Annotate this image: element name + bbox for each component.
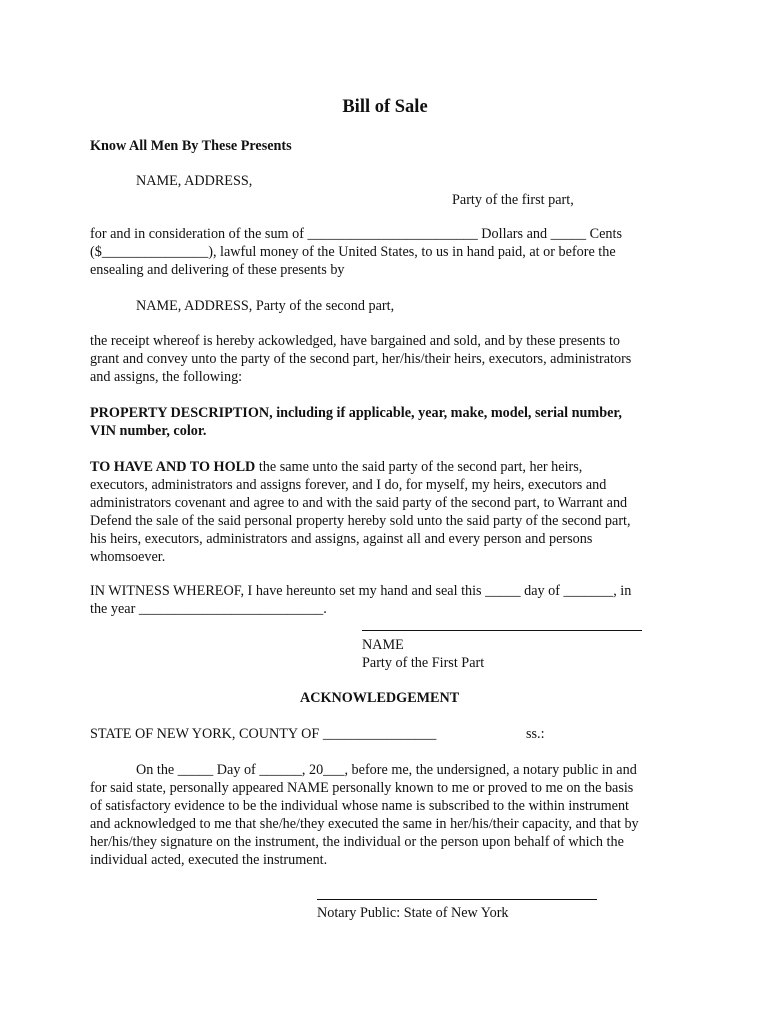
acknowledgement-line-5: her/his/they signature on the instrument, the individual or the person upon behalf of which the bbox=[90, 834, 624, 850]
consideration-line-2: ($_______________), lawful money of the United States, to us in hand paid, at or before the bbox=[90, 244, 616, 260]
consideration-line-3: ensealing and delivering of these presents by bbox=[90, 262, 345, 278]
habendum-line-1 bbox=[90, 458, 582, 476]
habendum-line-3: administrators covenant and agree to and with the said party of the second part, to Warrant and bbox=[90, 495, 628, 511]
acknowledgement-line-1: On the _____ Day of ______, 20___, before me, the undersigned, a notary public in and bbox=[136, 762, 637, 778]
consideration-line-1: for and in consideration of the sum of ________________________ Dollars and _____ Cents bbox=[90, 226, 622, 242]
receipt-line-3: and assigns, the following: bbox=[90, 369, 243, 385]
receipt-line-1: the receipt whereof is hereby ackowledged, have bargained and sold, and by these presents to bbox=[90, 333, 621, 349]
property-description-line-2: VIN number, color. bbox=[90, 423, 207, 439]
habendum-line-6: whomsoever. bbox=[90, 549, 166, 565]
signature-role: Party of the First Part bbox=[362, 655, 485, 671]
habendum-line-5: his heirs, executors, administrators and assigns, against all and every person and persons bbox=[90, 531, 593, 547]
acknowledgement-line-6: individual acted, executed the instrument. bbox=[90, 852, 328, 868]
venue-ss: ss.: bbox=[526, 726, 545, 742]
habendum-line-4: Defend the sale of the said personal property hereby sold unto the said party of the second part, bbox=[90, 513, 631, 529]
notary-signature-line bbox=[317, 899, 597, 900]
property-description-line-1: PROPERTY DESCRIPTION, including if applicable, year, make, model, serial number, bbox=[90, 405, 622, 421]
witness-line-1: IN WITNESS WHEREOF, I have hereunto set my hand and seal this _____ day of _______, in bbox=[90, 583, 632, 599]
receipt-line-2: grant and convey unto the party of the second part, her/his/their heirs, executors, administrators bbox=[90, 351, 632, 367]
habendum-line-2: executors, administrators and assigns forever, and I do, for myself, my heirs, executors and bbox=[90, 477, 607, 493]
acknowledgement-line-2: for said state, personally appeared NAME personally known to me or proved to me on the basis bbox=[90, 780, 634, 796]
acknowledgement-heading: ACKNOWLEDGEMENT bbox=[300, 690, 460, 706]
seller-name-address: NAME, ADDRESS, bbox=[136, 173, 253, 189]
acknowledgement-line-4: and acknowledged to me that she/he/they executed the same in her/his/their capacity, and that by bbox=[90, 816, 639, 832]
first-party-signature-line bbox=[362, 630, 642, 631]
buyer-name-address: NAME, ADDRESS, Party of the second part, bbox=[136, 298, 395, 314]
notary-label: Notary Public: State of New York bbox=[317, 905, 509, 921]
seller-role: Party of the first part, bbox=[452, 192, 574, 208]
document-title: Bill of Sale bbox=[342, 97, 428, 117]
venue-line: STATE OF NEW YORK, COUNTY OF ________________ bbox=[90, 726, 437, 742]
habendum-line-1-rest: the same unto the said party of the second part, her heirs, bbox=[255, 459, 583, 475]
acknowledgement-line-3: of satisfactory evidence to be the individual whose name is subscribed to the within instrument bbox=[90, 798, 630, 814]
witness-line-2: the year __________________________. bbox=[90, 601, 327, 617]
signature-name: NAME bbox=[362, 637, 404, 653]
intro-heading: Know All Men By These Presents bbox=[90, 138, 292, 154]
habendum-lead: TO HAVE AND TO HOLD bbox=[90, 459, 256, 475]
